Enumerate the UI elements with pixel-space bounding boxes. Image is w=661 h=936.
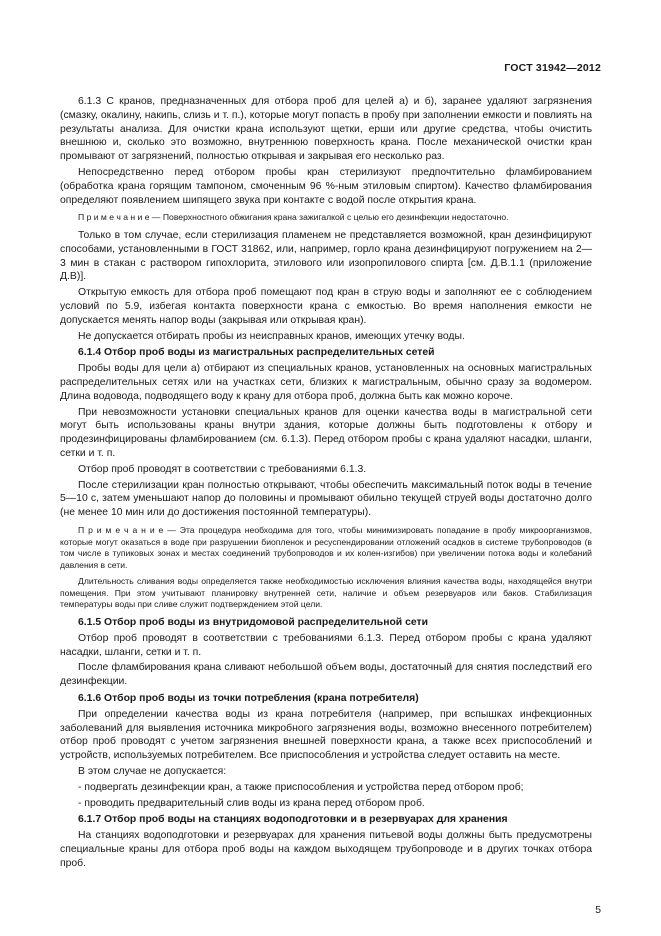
body-paragraph: Открытую емкость для отбора проб помещают под кран в струю воды и заполняют ее с соблюдением условий по 5.9, избегая контакта поверхности крана с емкостью. Во время наполнения емкости не допускается менять напор воды (закрывая или открывая кран). (60, 287, 592, 326)
body-paragraph: При невозможности установки специальных кранов для оценки качества воды в магистральной сети могут быть использованы краны внутри здания, которые должны быть подготовлены к отбору и продезинфицированы фламбированием (см. 6.1.3). Перед отбором пробы с крана удаляют насадки, шланги, сетки и т. п. (60, 406, 592, 459)
page-number: 5 (595, 905, 601, 916)
body-paragraph: Непосредственно перед отбором пробы кран стерилизуют предпочтительно фламбированием (обработка крана горящим тампоном, смоченным 96 %-ным этиловым спиртом). Качество фламбирования определяют появлением шипящего звука при контакте с водой после открытия крана. (60, 166, 592, 206)
body-paragraph: Отбор проб проводят в соответствии с требованиями 6.1.3. (78, 463, 367, 475)
body-paragraph: После фламбирования крана сливают небольшой объем воды, достаточный для снятия последствий его дезинфекции. (60, 662, 592, 688)
list-item: - проводить предварительный слив воды из крана перед отбором проб. (78, 797, 425, 809)
body-paragraph: 6.1.3 С кранов, предназначенных для отбора проб для целей а) и б), заранее удаляют загрязнения (смазку, окалину, накипь, слизь и т. п.), которые могут попасть в пробу при заполнении емкости и повлиять на результаты анализа. Для очистки крана используют щетки, ерши или другие средства, чтобы очистить внешнюю и, сколько это возможно, внутреннюю поверхность крана. После механической очистки кран промывают от загрязнений, полностью открывая и закрывая его несколько раз. (60, 96, 592, 163)
section-heading: 6.1.4 Отбор проб воды из магистральных распределительных сетей (78, 347, 435, 359)
body-paragraph: После стерилизации кран полностью открывают, чтобы обеспечить максимальный поток воды в течение 5—10 с, затем уменьшают напор до половины и промывают обильно текущей струей воды достаточно долго (не менее 10 мин или до достижения постоянной температуры). (60, 479, 592, 519)
body-paragraph: Только в том случае, если стерилизация пламенем не представляется возможной, кран дезинфицируют способами, установленными в ГОСТ 31862, или, например, горло крана дезинфицируют погружением на 2—3 мин в стакан с раствором гипохлорита, этилового или изопропилового спирта [см. Д.В.1.1 (приложение Д.В)]. (60, 229, 592, 283)
section-heading: 6.1.5 Отбор проб воды из внутридомовой распределительной сети (78, 617, 428, 629)
body-paragraph: Не допускается отбирать пробы из неисправных кранов, имеющих утечку воды. (78, 330, 465, 342)
body-paragraph: На станциях водоподготовки и резервуарах для хранения питьевой воды должны быть предусмотрены специальные краны для отбора проб воды на каждом выходящем трубопроводе и в других точках отбора проб. (60, 830, 592, 869)
body-paragraph: При определении качества воды из крана потребителя (например, при вспышках инфекционных заболеваний для выявления источника микробного загрязнения воды, возможно внесенного потребителем) отбор проб проводят с учетом загрязнения внешней поверхности крана, а также всех приспособлений и устройств, используемых потребителем. Все приспособления и устройства следует оставить на месте. (60, 708, 592, 762)
note-paragraph: Длительность сливания воды определяется также необходимостью исключения влияния качества воды, находящейся внутри помещения. При этом учитывают планировку внутренней сети, наличие и объем резервуаров или баков. Стабилизация температуры воды при сливе служит подтверждением этой цели. (60, 576, 592, 610)
note-paragraph: П р и м е ч а н и е — Поверхностного обжигания крана зажигалкой с целью его дезинфекции недостаточно. (78, 212, 509, 223)
document-header: ГОСТ 31942—2012 (504, 62, 601, 74)
document-body (60, 95, 592, 873)
body-paragraph: Пробы воды для цели а) отбирают из специальных кранов, установленных на основных магистральных распределительных сетях или на участках сети, близких к магистральным, обычно сразу за водомером. Длина водовода, подводящего воду к крану для отбора проб, должна быть как можно короче. (60, 363, 592, 402)
note-paragraph: П р и м е ч а н и е — Эта процедура необходима для того, чтобы минимизировать попадание в пробу микроорганизмов, которые могут оказаться в воде при разрушении биопленок и ресуспендировании отложений осадков в системе трубопроводов (в том числе в тупиковых зонах и местах соединений трубопроводов и их колен-изгибов) при увеличении потока воды и колебаний давления в сети. (60, 524, 592, 570)
list-item: - подвергать дезинфекции кран, а также приспособления и устройства перед отбором проб; (78, 781, 524, 793)
body-paragraph: В этом случае не допускается: (78, 766, 227, 778)
body-paragraph: Отбор проб проводят в соответствии с требованиями 6.1.3. Перед отбором пробы с крана удаляют насадки, шланги, сетки и т. п. (60, 632, 592, 658)
section-heading: 6.1.6 Отбор проб воды из точки потребления (крана потребителя) (78, 693, 419, 705)
section-heading: 6.1.7 Отбор проб воды на станциях водоподготовки и в резервуарах для хранения (78, 814, 508, 826)
